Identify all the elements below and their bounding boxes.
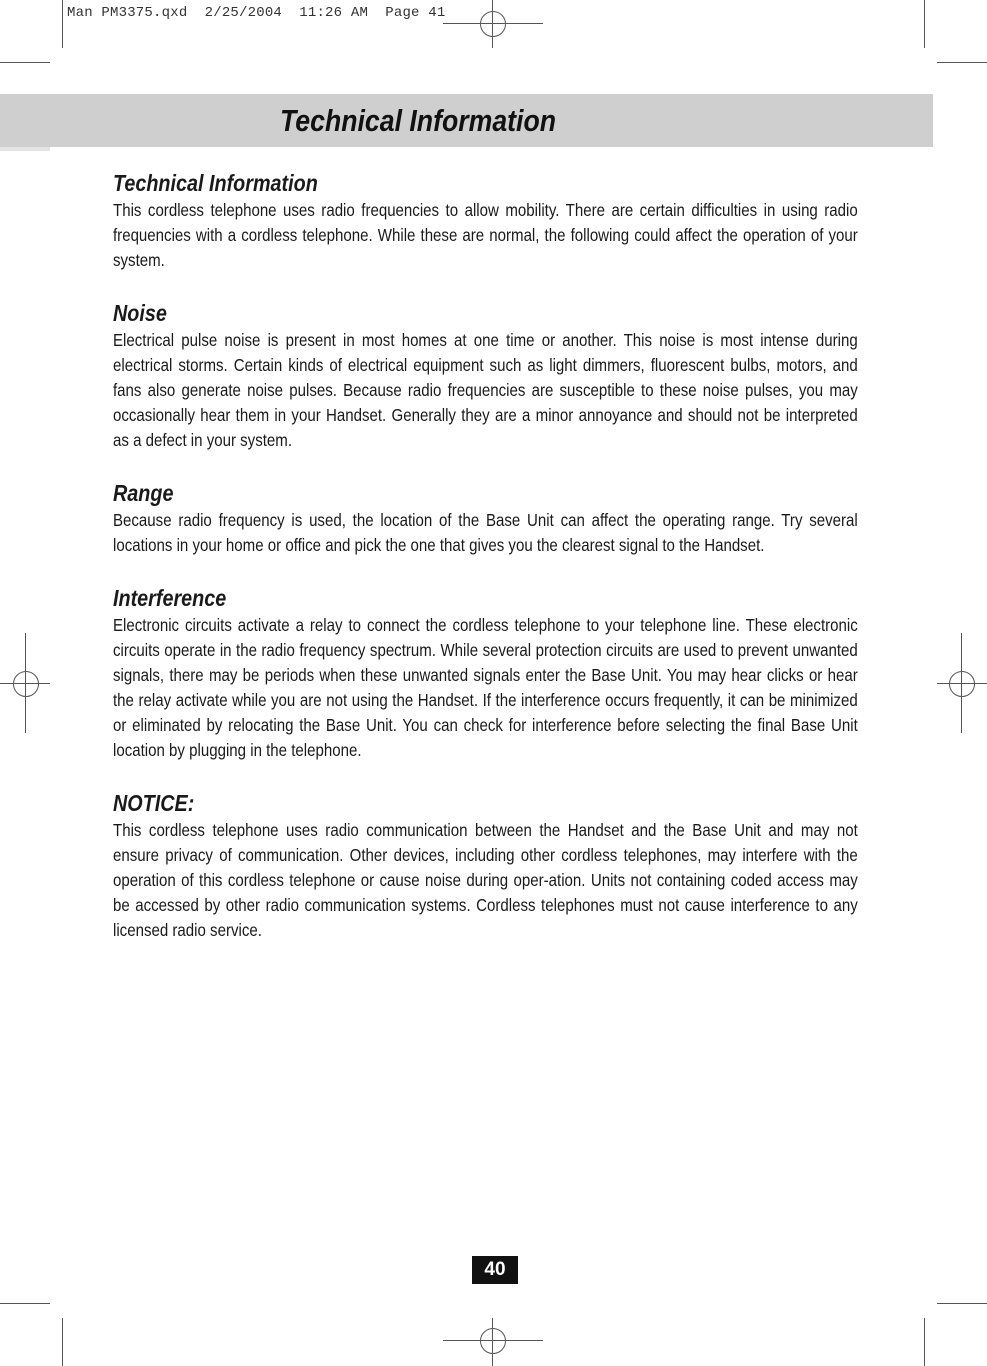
section-noise bbox=[113, 298, 858, 453]
crop-mark bbox=[937, 1303, 987, 1304]
crop-mark bbox=[0, 1303, 50, 1304]
registration-target-icon bbox=[480, 11, 506, 37]
file-slug: Man PM3375.qxd 2/25/2004 11:26 AM Page 41 bbox=[67, 5, 446, 21]
crop-mark bbox=[924, 1318, 925, 1366]
banner-underline bbox=[0, 147, 50, 151]
section-body: Because radio frequency is used, the location of the Base Unit can affect the operating range. Try several locations in your home or office and pick the one that gives you the clearest signal to the Handset. bbox=[113, 510, 858, 555]
page-title: Technical Information bbox=[280, 103, 557, 138]
registration-target-icon bbox=[13, 671, 39, 697]
crop-mark bbox=[0, 62, 50, 63]
registration-target-icon bbox=[949, 671, 975, 697]
section-technical-information bbox=[113, 168, 858, 273]
crop-mark bbox=[924, 0, 925, 48]
section-heading: Interference bbox=[113, 585, 227, 611]
crop-mark bbox=[62, 1318, 63, 1366]
section-body: Electrical pulse noise is present in most homes at one time or another. This noise is most intense during electrical storms. Certain kinds of electrical equipment such as light dimmers, fluorescent bulbs, motors, and fans also generate noise pulses. Because radio frequencies are susceptible to these noise pulses, you may occasionally hear them in your Handset. Generally they are a minor annoyance and should not be interpreted as a defect in your system. bbox=[113, 330, 858, 450]
section-body: Electronic circuits activate a relay to connect the cordless telephone to your telephone line. These electronic circuits operate in the radio frequency spectrum. While several protection circuits are used to prevent unwanted signals, there may be periods when these unwanted signals enter the Base Unit. You may hear clicks or hear the relay activate while you are not using the Handset. If the interference occurs frequently, it can be minimized or eliminated by relocating the Base Unit. You can check for interference before selecting the final Base Unit location by plugging in the telephone. bbox=[113, 615, 858, 760]
section-heading: Range bbox=[113, 480, 174, 506]
section-interference bbox=[113, 583, 858, 763]
crop-mark bbox=[62, 0, 63, 48]
section-heading: Noise bbox=[113, 300, 167, 326]
registration-target-icon bbox=[480, 1328, 506, 1354]
section-heading: Technical Information bbox=[113, 170, 318, 196]
section-range bbox=[113, 478, 858, 558]
page-number: 40 bbox=[472, 1256, 518, 1284]
section-body: This cordless telephone uses radio frequencies to allow mobility. There are certain difficulties in using radio frequencies with a cordless telephone. While these are normal, the following could affect the operation of your system. bbox=[113, 200, 858, 270]
crop-mark bbox=[937, 62, 987, 63]
section-heading: NOTICE: bbox=[113, 790, 195, 816]
section-notice bbox=[113, 788, 858, 943]
main-content bbox=[113, 168, 858, 968]
section-body: This cordless telephone uses radio communication between the Handset and the Base Unit and may not ensure privacy of communication. Other devices, including other cordless telephones, may interfere with the operation of this cordless telephone or cause noise during oper-ation. Units not containing coded access may be accessed by other radio communication systems. Cordless telephones must not cause interference to any licensed radio service. bbox=[113, 820, 858, 940]
